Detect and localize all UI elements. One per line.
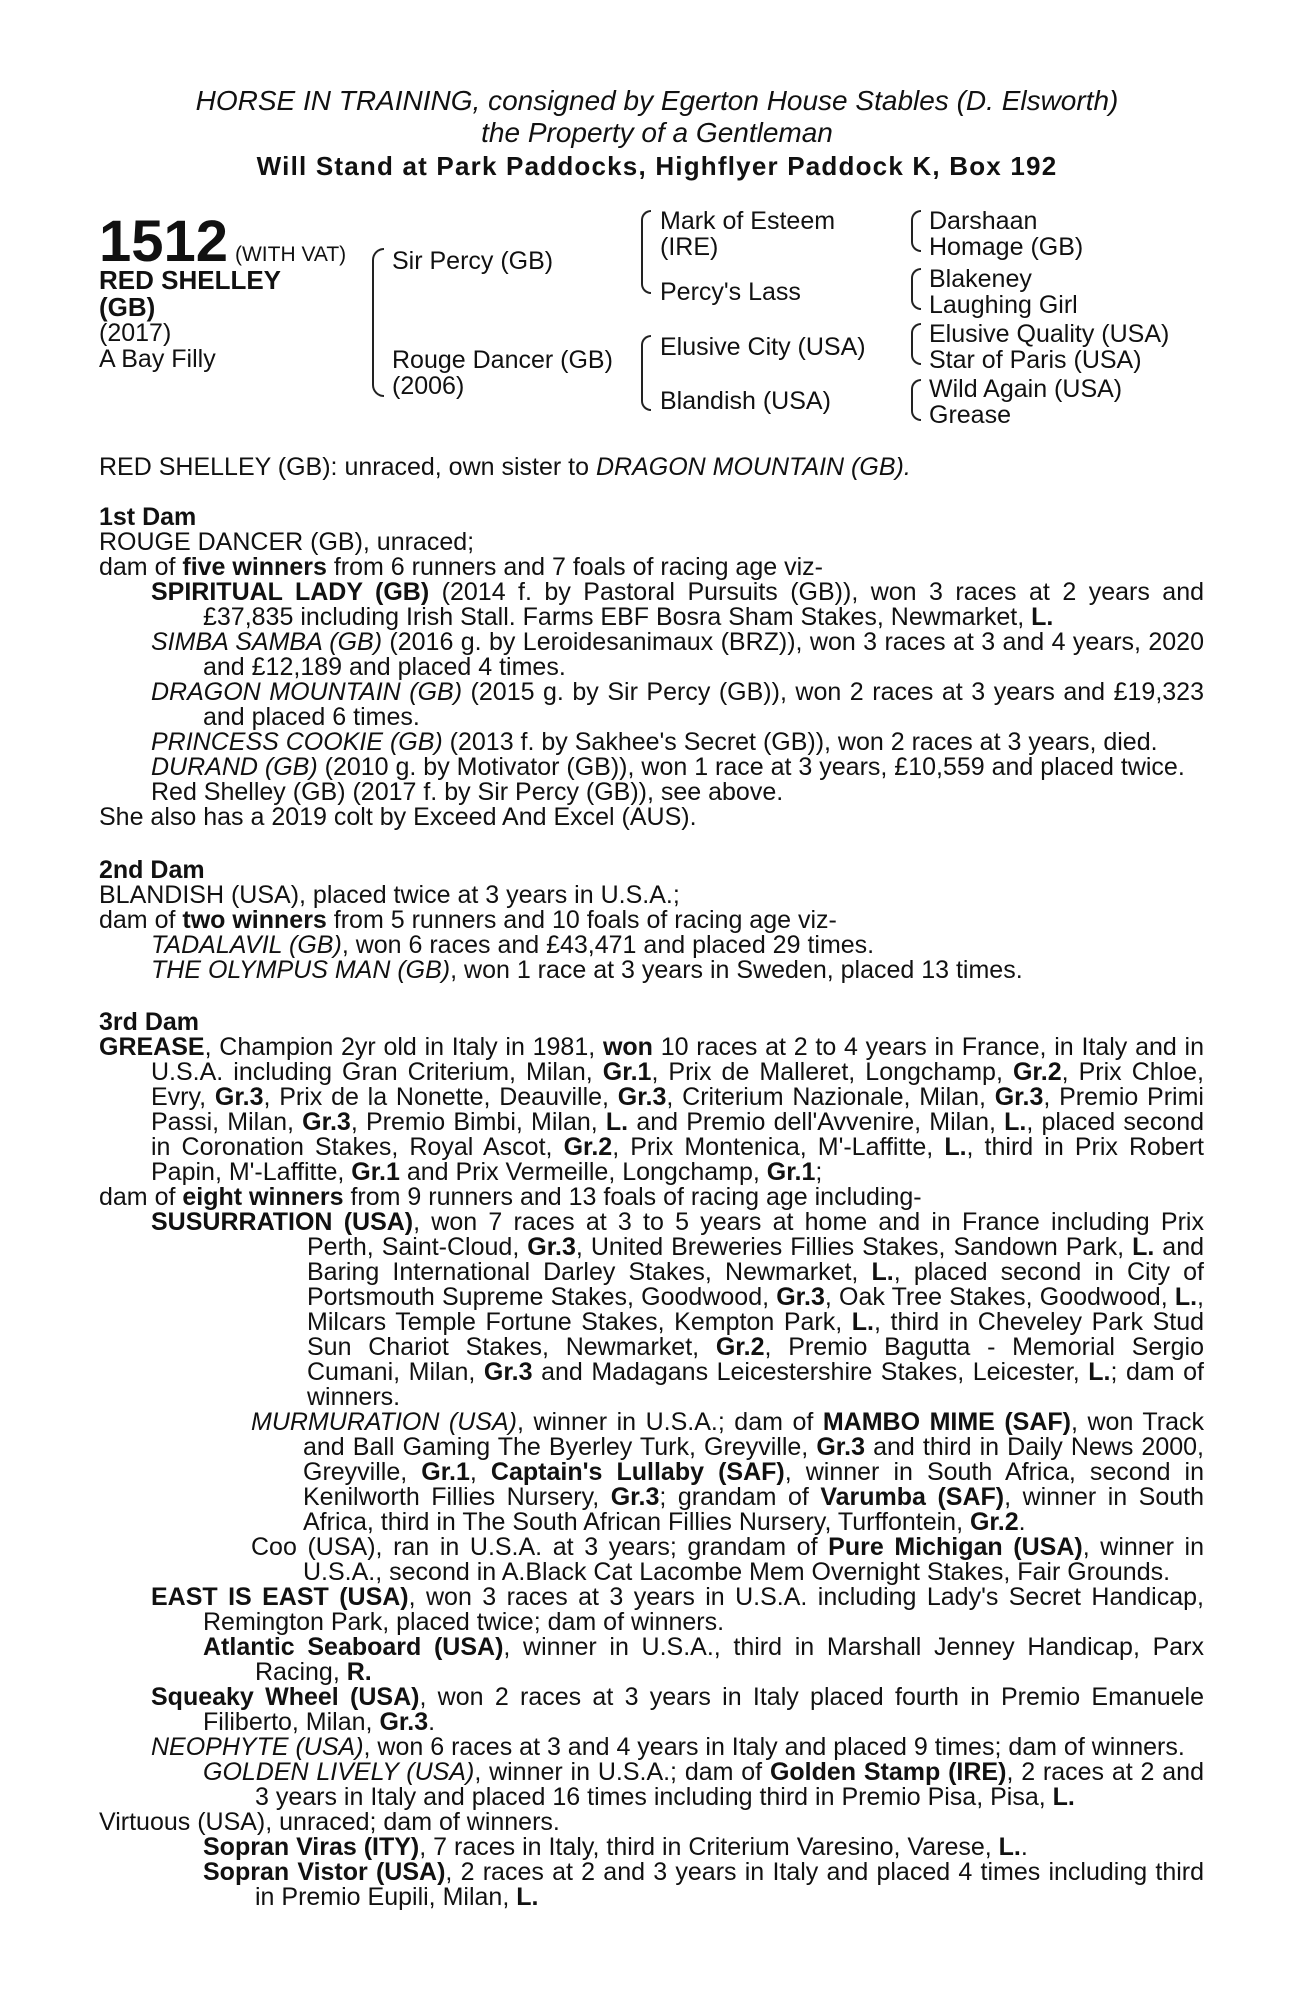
pedigree-dss: Elusive Quality (USA) (929, 320, 1170, 348)
produce-entry: MURMURATION (USA), winner in U.S.A.; dam of MAMBO MIME (SAF), won Track and Ball Gaming The Byerley Turk, Greyville, Gr.3 and third in Daily News 2000, Greyville, Gr.1, Captain's Lullaby (SAF), winner in South Africa, second in Kenilworth Fillies Nursery, Gr.3; grandam of Varumba (SAF), winner in South Africa, third in The South African Fillies Nursery, Turffontein, Gr.2. (251, 1408, 1205, 1536)
pedigree-sire-sire: Mark of Esteem (660, 207, 836, 235)
second-dam-section (99, 858, 1204, 983)
first-dam-produce-summary: dam of five winners from 6 runners and 7 foals of racing age viz- (99, 553, 823, 581)
grease-record: GREASE, Champion 2yr old in Italy in 1981, won 10 races at 2 to 4 years in France, in Italy and in U.S.A. including Gran Criterium, Milan, Gr.1, Prix de Malleret, Longchamp, Gr.2, Prix Chloe, Evry, Gr.3, Prix de la Nonette, Deauville, Gr.3, Criterium Nazionale, Milan, Gr.3, Premio Primi Passi, Milan, Gr.3, Premio Bimbi, Milan, L. and Premio dell'Avvenire, Milan, L., placed second in Coronation Stakes, Royal Ascot, Gr.2, Prix Montenica, M'-Laffitte, L., third in Prix Robert Papin, M'-Laffitte, Gr.1 and Prix Vermeille, Longchamp, Gr.1; (99, 1033, 1205, 1186)
produce-entry: Sopran Vistor (USA), 2 races at 2 and 3 years in Italy and placed 4 times including third in Premio Eupili, Milan, L. (203, 1858, 1205, 1911)
second-dam-produce-summary: dam of two winners from 5 runners and 10 foals of racing age viz- (99, 906, 837, 934)
lot-number: 1512 (99, 209, 229, 274)
pedigree-sds: Blakeney (929, 265, 1032, 293)
pedigree-sire-sire-origin: (IRE) (660, 233, 719, 261)
first-dam-section (99, 505, 1204, 830)
vat-note: (WITH VAT) (234, 243, 347, 266)
produce-note: She also has a 2019 colt by Exceed And Excel (AUS). (99, 803, 697, 831)
third-dam-heading: 3rd Dam (99, 1008, 200, 1036)
produce-entry: SPIRITUAL LADY (GB) (2014 f. by Pastoral Pursuits (GB)), won 3 races at 2 years and £37,835 including Irish Stall. Farms EBF Bosra Sham Stakes, Newmarket, L. (151, 578, 1205, 631)
summary-text: RED SHELLEY (GB): unraced, own sister to (99, 453, 596, 481)
pedigree-brace-g4 (911, 379, 921, 421)
pedigree-brace-g3 (911, 323, 921, 365)
pedigree-sdd: Laughing Girl (929, 291, 1078, 319)
pedigree-sire: Sir Percy (GB) (392, 247, 554, 275)
produce-entry: DURAND (GB) (2010 g. by Motivator (GB)), won 1 race at 3 years, £10,559 and placed twice. (151, 753, 1185, 781)
produce-entry: SIMBA SAMBA (GB) (2016 g. by Leroidesanimaux (BRZ)), won 3 races at 3 and 4 years, 2020 and £12,189 and placed 4 times. (151, 628, 1204, 681)
pedigree-dsd: Star of Paris (USA) (929, 346, 1142, 374)
horse-year: (2017) (99, 319, 172, 347)
pedigree-sss: Darshaan (929, 207, 1038, 235)
owner-line: the Property of a Gentleman (481, 117, 833, 148)
horse-origin: (GB) (99, 292, 156, 322)
first-dam-intro: ROUGE DANCER (GB), unraced; (99, 528, 475, 556)
third-dam-produce-summary: dam of eight winners from 9 runners and 13 foals of racing age including- (99, 1183, 922, 1211)
second-dam-intro: BLANDISH (USA), placed twice at 3 years in U.S.A.; (99, 881, 680, 909)
produce-entry: Coo (USA), ran in U.S.A. at 3 years; grandam of Pure Michigan (USA), winner in U.S.A., second in A.Black Cat Lacombe Mem Overnight Stakes, Fair Grounds. (251, 1533, 1204, 1586)
produce-entry: DRAGON MOUNTAIN (GB) (2015 g. by Sir Percy (GB)), won 2 races at 3 years and £19,323 and placed 6 times. (151, 678, 1204, 731)
pedigree-dam: Rouge Dancer (GB) (392, 346, 613, 374)
produce-entry: TADALAVIL (GB), won 6 races and £43,471 and placed 29 times. (151, 931, 875, 959)
second-dam-heading: 2nd Dam (99, 856, 205, 884)
produce-entry: Sopran Viras (ITY), 7 races in Italy, third in Criterium Varesino, Varese, L.. (203, 1833, 1028, 1861)
pedigree-brace-main (372, 248, 384, 397)
produce-entry: NEOPHYTE (USA), won 6 races at 3 and 4 years in Italy and placed 9 times; dam of winners. (151, 1733, 1185, 1761)
produce-entry: Atlantic Seaboard (USA), winner in U.S.A., third in Marshall Jenney Handicap, Parx Racing, R. (203, 1633, 1204, 1686)
horse-name: RED SHELLEY (99, 265, 282, 295)
produce-entry: GOLDEN LIVELY (USA), winner in U.S.A.; dam of Golden Stamp (IRE), 2 races at 2 and 3 years in Italy and placed 16 times including third in Premio Pisa, Pisa, L. (203, 1758, 1204, 1811)
pedigree-dam-dam: Blandish (USA) (660, 387, 831, 415)
pedigree-brace-sire (641, 210, 651, 294)
summary-sister: DRAGON MOUNTAIN (GB). (595, 453, 911, 481)
produce-entry: EAST IS EAST (USA), won 3 races at 3 years in U.S.A. including Lady's Secret Handicap, Remington Park, placed twice; dam of winners. (151, 1583, 1204, 1636)
summary-line (99, 454, 911, 480)
horse-description: A Bay Filly (99, 345, 216, 373)
pedigree-dam-sire: Elusive City (USA) (660, 333, 866, 361)
pedigree-brace-g1 (911, 210, 921, 252)
lot-heading (99, 209, 347, 274)
location-line: Will Stand at Park Paddocks, Highflyer Paddock K, Box 192 (256, 151, 1058, 181)
pedigree-dam-year: (2006) (392, 372, 465, 400)
pedigree-sire-dam: Percy's Lass (660, 278, 801, 306)
pedigree-brace-g2 (911, 268, 921, 310)
produce-entry: Virtuous (USA), unraced; dam of winners. (99, 1808, 560, 1836)
pedigree-dds: Wild Again (USA) (929, 375, 1123, 403)
pedigree-brace-dam (641, 335, 651, 411)
first-dam-heading: 1st Dam (99, 503, 197, 531)
third-dam-section (99, 1010, 1204, 1910)
consignor-line: HORSE IN TRAINING, consigned by Egerton House Stables (D. Elsworth) (195, 85, 1119, 116)
pedigree-ddd: Grease (929, 401, 1011, 429)
produce-entry: Red Shelley (GB) (2017 f. by Sir Percy (GB)), see above. (151, 778, 784, 806)
produce-entry: THE OLYMPUS MAN (GB), won 1 race at 3 years in Sweden, placed 13 times. (151, 956, 1023, 984)
pedigree-ssd: Homage (GB) (929, 233, 1084, 261)
page-header (0, 84, 1314, 184)
produce-entry: SUSURRATION (USA), won 7 races at 3 to 5 years at home and in France including Prix Perth, Saint-Cloud, Gr.3, United Breweries Fillies Stakes, Sandown Park, L. and Baring International Darley Stakes, Newmarket, L., placed second in City of Portsmouth Supreme Stakes, Goodwood, Gr.3, Oak Tree Stakes, Goodwood, L., Milcars Temple Fortune Stakes, Kempton Park, L., third in Cheveley Park Stud Sun Chariot Stakes, Newmarket, Gr.2, Premio Bagutta - Memorial Sergio Cumani, Milan, Gr.3 and Madagans Leicestershire Stakes, Leicester, L.; dam of winners. (151, 1208, 1205, 1411)
produce-entry: PRINCESS COOKIE (GB) (2013 f. by Sakhee's Secret (GB)), won 2 races at 3 years, died. (151, 728, 1158, 756)
produce-entry: Squeaky Wheel (USA), won 2 races at 3 years in Italy placed fourth in Premio Emanuele Filiberto, Milan, Gr.3. (151, 1683, 1204, 1736)
